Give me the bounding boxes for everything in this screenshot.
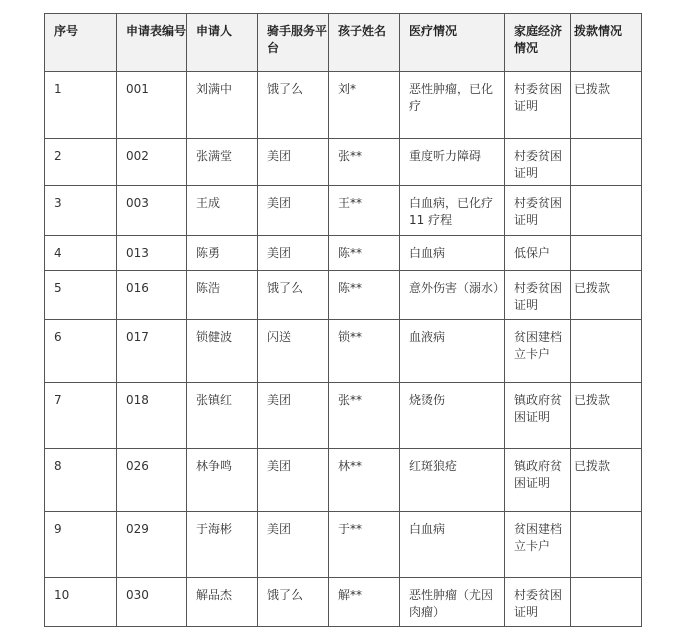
table-row: [45, 236, 642, 271]
cell-form-number: 030: [117, 578, 187, 627]
cell-child-name: 王**: [329, 186, 400, 236]
cell-economic: 村委贫困证明: [505, 72, 571, 139]
cell-disbursement: [571, 578, 642, 627]
cell-child-name: 刘*: [329, 72, 400, 139]
cell-index: 9: [45, 512, 117, 578]
cell-child-name: 锁**: [329, 320, 400, 383]
table-row: [45, 186, 642, 236]
cell-form-number: 003: [117, 186, 187, 236]
table-row: [45, 320, 642, 383]
cell-applicant: 于海彬: [187, 512, 258, 578]
table-row: [45, 72, 642, 139]
cell-economic: 贫困建档立卡户: [505, 320, 571, 383]
header-form-number: 申请表编号: [117, 14, 187, 72]
cell-index: 3: [45, 186, 117, 236]
cell-platform: 美团: [258, 139, 329, 186]
header-disbursement: 拨款情况: [571, 14, 642, 72]
cell-index: 5: [45, 271, 117, 320]
cell-platform: 美团: [258, 512, 329, 578]
cell-applicant: 锁健波: [187, 320, 258, 383]
cell-platform: 饿了么: [258, 578, 329, 627]
cell-form-number: 017: [117, 320, 187, 383]
cell-applicant: 解品杰: [187, 578, 258, 627]
cell-economic: 镇政府贫困证明: [505, 383, 571, 449]
cell-form-number: 002: [117, 139, 187, 186]
cell-applicant: 林争鸣: [187, 449, 258, 512]
table-row: [45, 383, 642, 449]
header-platform: 骑手服务平台: [258, 14, 329, 72]
cell-form-number: 013: [117, 236, 187, 271]
cell-platform: 饿了么: [258, 271, 329, 320]
cell-economic: 贫困建档立卡户: [505, 512, 571, 578]
header-index: 序号: [45, 14, 117, 72]
cell-index: 8: [45, 449, 117, 512]
cell-disbursement: 已拨款: [571, 383, 642, 449]
cell-index: 6: [45, 320, 117, 383]
cell-medical: 烧烫伤: [400, 383, 505, 449]
cell-platform: 美团: [258, 186, 329, 236]
cell-applicant: 张镇红: [187, 383, 258, 449]
cell-medical: 重度听力障碍: [400, 139, 505, 186]
cell-medical: 白血病，已化疗 11 疗程: [400, 186, 505, 236]
cell-medical: 白血病: [400, 512, 505, 578]
cell-form-number: 016: [117, 271, 187, 320]
cell-medical: 血液病: [400, 320, 505, 383]
cell-index: 1: [45, 72, 117, 139]
cell-child-name: 张**: [329, 383, 400, 449]
applicant-table: [44, 13, 642, 627]
header-child-name: 孩子姓名: [329, 14, 400, 72]
header-applicant: 申请人: [187, 14, 258, 72]
cell-platform: 美团: [258, 236, 329, 271]
cell-medical: 红斑狼疮: [400, 449, 505, 512]
cell-disbursement: 已拨款: [571, 271, 642, 320]
cell-economic: 镇政府贫困证明: [505, 449, 571, 512]
table-row: [45, 512, 642, 578]
cell-index: 2: [45, 139, 117, 186]
cell-form-number: 029: [117, 512, 187, 578]
cell-disbursement: [571, 186, 642, 236]
header-economic: 家庭经济情况: [505, 14, 571, 72]
cell-platform: 美团: [258, 383, 329, 449]
cell-medical: 恶性肿瘤，已化疗: [400, 72, 505, 139]
cell-medical: 恶性肿瘤（尤因肉瘤）: [400, 578, 505, 627]
cell-applicant: 刘满中: [187, 72, 258, 139]
cell-disbursement: [571, 139, 642, 186]
cell-disbursement: [571, 512, 642, 578]
cell-economic: 村委贫困证明: [505, 271, 571, 320]
cell-applicant: 陈浩: [187, 271, 258, 320]
table-header-row: [45, 14, 642, 72]
cell-applicant: 陈勇: [187, 236, 258, 271]
cell-economic: 低保户: [505, 236, 571, 271]
cell-child-name: 陈**: [329, 236, 400, 271]
cell-child-name: 张**: [329, 139, 400, 186]
cell-applicant: 张满堂: [187, 139, 258, 186]
cell-index: 7: [45, 383, 117, 449]
cell-economic: 村委贫困证明: [505, 139, 571, 186]
table-row: [45, 139, 642, 186]
cell-index: 10: [45, 578, 117, 627]
cell-medical: 白血病: [400, 236, 505, 271]
cell-form-number: 026: [117, 449, 187, 512]
cell-platform: 美团: [258, 449, 329, 512]
cell-disbursement: [571, 236, 642, 271]
cell-child-name: 解**: [329, 578, 400, 627]
table-row: [45, 578, 642, 627]
header-medical: 医疗情况: [400, 14, 505, 72]
cell-disbursement: 已拨款: [571, 72, 642, 139]
cell-disbursement: 已拨款: [571, 449, 642, 512]
cell-form-number: 018: [117, 383, 187, 449]
cell-platform: 饿了么: [258, 72, 329, 139]
cell-economic: 村委贫困证明: [505, 578, 571, 627]
cell-child-name: 林**: [329, 449, 400, 512]
cell-disbursement: [571, 320, 642, 383]
cell-medical: 意外伤害（溺水）: [400, 271, 505, 320]
cell-index: 4: [45, 236, 117, 271]
cell-form-number: 001: [117, 72, 187, 139]
cell-economic: 村委贫困证明: [505, 186, 571, 236]
cell-child-name: 陈**: [329, 271, 400, 320]
table-row: [45, 449, 642, 512]
cell-platform: 闪送: [258, 320, 329, 383]
table-row: [45, 271, 642, 320]
cell-applicant: 王成: [187, 186, 258, 236]
cell-child-name: 于**: [329, 512, 400, 578]
